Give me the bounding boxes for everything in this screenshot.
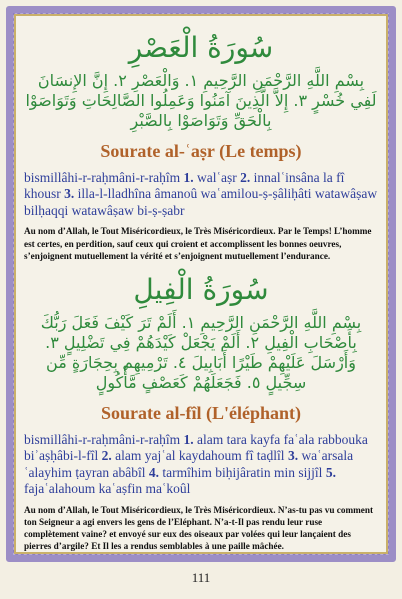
- verse-number: 3.: [64, 186, 75, 202]
- page-content: [24, 20, 378, 552]
- verse-number: 1.: [183, 431, 194, 447]
- translit-text: walʿaṣr: [193, 170, 241, 185]
- surah-title: Sourate al-ʿaṣr (Le temps): [100, 141, 302, 161]
- surah-title: Sourate al-fîl (L'éléphant): [101, 402, 301, 423]
- french-translation: Au nom d’Allah, le Tout Miséricordieux, le Très Miséricordieux. N’as-tu pas vu comment ton Seigneur a agi envers les gens de l’Eléphant. N’a-t-Il pas rendu leur ruse complètement vaine? et envoyé sur eux des oiseaux par volées qui leur lançaient des pierres d’argile? Et Il les a rendus semblables à une paille mâchée.: [24, 504, 374, 552]
- translit-text: fajaʿalahoum kaʿaṣfin maʿkoûl: [24, 481, 191, 497]
- french-translation: Au nom d’Allah, le Tout Miséricordieux, le Très Miséricordieux. Par le Temps! L’homme est certes, en perdition, sauf ceux qui croient et accomplissent les bonnes oeuvres, s’enjoignent mutuellement la vérité et s’enjoignent mutuellement l’endurance.: [24, 226, 372, 261]
- translit-text: illa-l-lladhîna âmanoû waʿamilou-ṣ-ṣâliḥâti watawâṣaw bilḥaqqi watawâṣaw bi-ṣ-ṣabr: [24, 186, 378, 218]
- arabic-title: سُورَةُ الْعَصْرِ: [128, 31, 274, 64]
- translit-text: innalʿinsâna la fî khousr: [24, 170, 345, 202]
- arabic-title: سُورَةُ الْفِيلِ: [133, 272, 269, 306]
- translit-text: alam yajʿal kaydahoum fî taḍlîl: [111, 448, 288, 464]
- arabic-verses: بِسْمِ اللَّهِ الرَّحْمَنِ الرَّحِيمِ ١. أَلَمْ تَرَ كَيْفَ فَعَلَ رَبُّكَ بِأَصْحَابِ الْفِيلِ ٢. أَلَمْ يَجْعَلْ كَيْدَهُمْ فِي تَضْلِيلٍ ٣. وَأَرْسَلَ عَلَيْهِمْ طَيْرًا أَبَابِيلَ ٤. تَرْمِيهِم بِحِجَارَةٍ مِّن سِجِّيلٍ ٥. فَجَعَلَهُمْ كَعَصْفٍ مَّأْكُولٍ: [40, 312, 362, 392]
- verse-number: 5.: [325, 464, 336, 480]
- verse-number: 2.: [101, 448, 112, 464]
- translit-text: tarmîhim biḥijâratin min sijjîl: [158, 464, 326, 480]
- verse-number: 1.: [183, 170, 194, 185]
- surah-al-asr-section: [24, 30, 378, 262]
- verse-number: 2.: [240, 170, 251, 185]
- translit-text: alam tara kayfa faʿala rabbouka biʾaṣḥâbi-l-fîl: [24, 431, 368, 464]
- arabic-verses: بِسْمِ اللَّهِ الرَّحْمَنِ الرَّحِيمِ ١. وَالْعَصْرِ ٢. إِنَّ الإِنسَانَ لَفِي خُسْرٍ ٣. إِلاَّ الَّذِينَ آمَنُوا وَعَمِلُوا الصَّالِحَاتِ وَتَوَاصَوْا بِالْحَقِّ وَتَوَاصَوْا بِالصَّبْرِ: [25, 71, 377, 130]
- translit-text: bismillâhi-r-raḥmâni-r-raḥîm: [24, 431, 184, 447]
- translit-text: bismillâhi-r-raḥmâni-r-raḥîm: [24, 170, 184, 185]
- verse-number: 4.: [148, 464, 159, 480]
- surah-al-fil-section: [24, 272, 378, 552]
- page-number: 111: [191, 570, 211, 585]
- verse-number: 3.: [287, 448, 299, 464]
- translit-text: waʿarsala ʿalayhim ṭayran abâbîl: [24, 448, 354, 480]
- transliteration: [24, 432, 378, 498]
- transliteration: [24, 170, 378, 219]
